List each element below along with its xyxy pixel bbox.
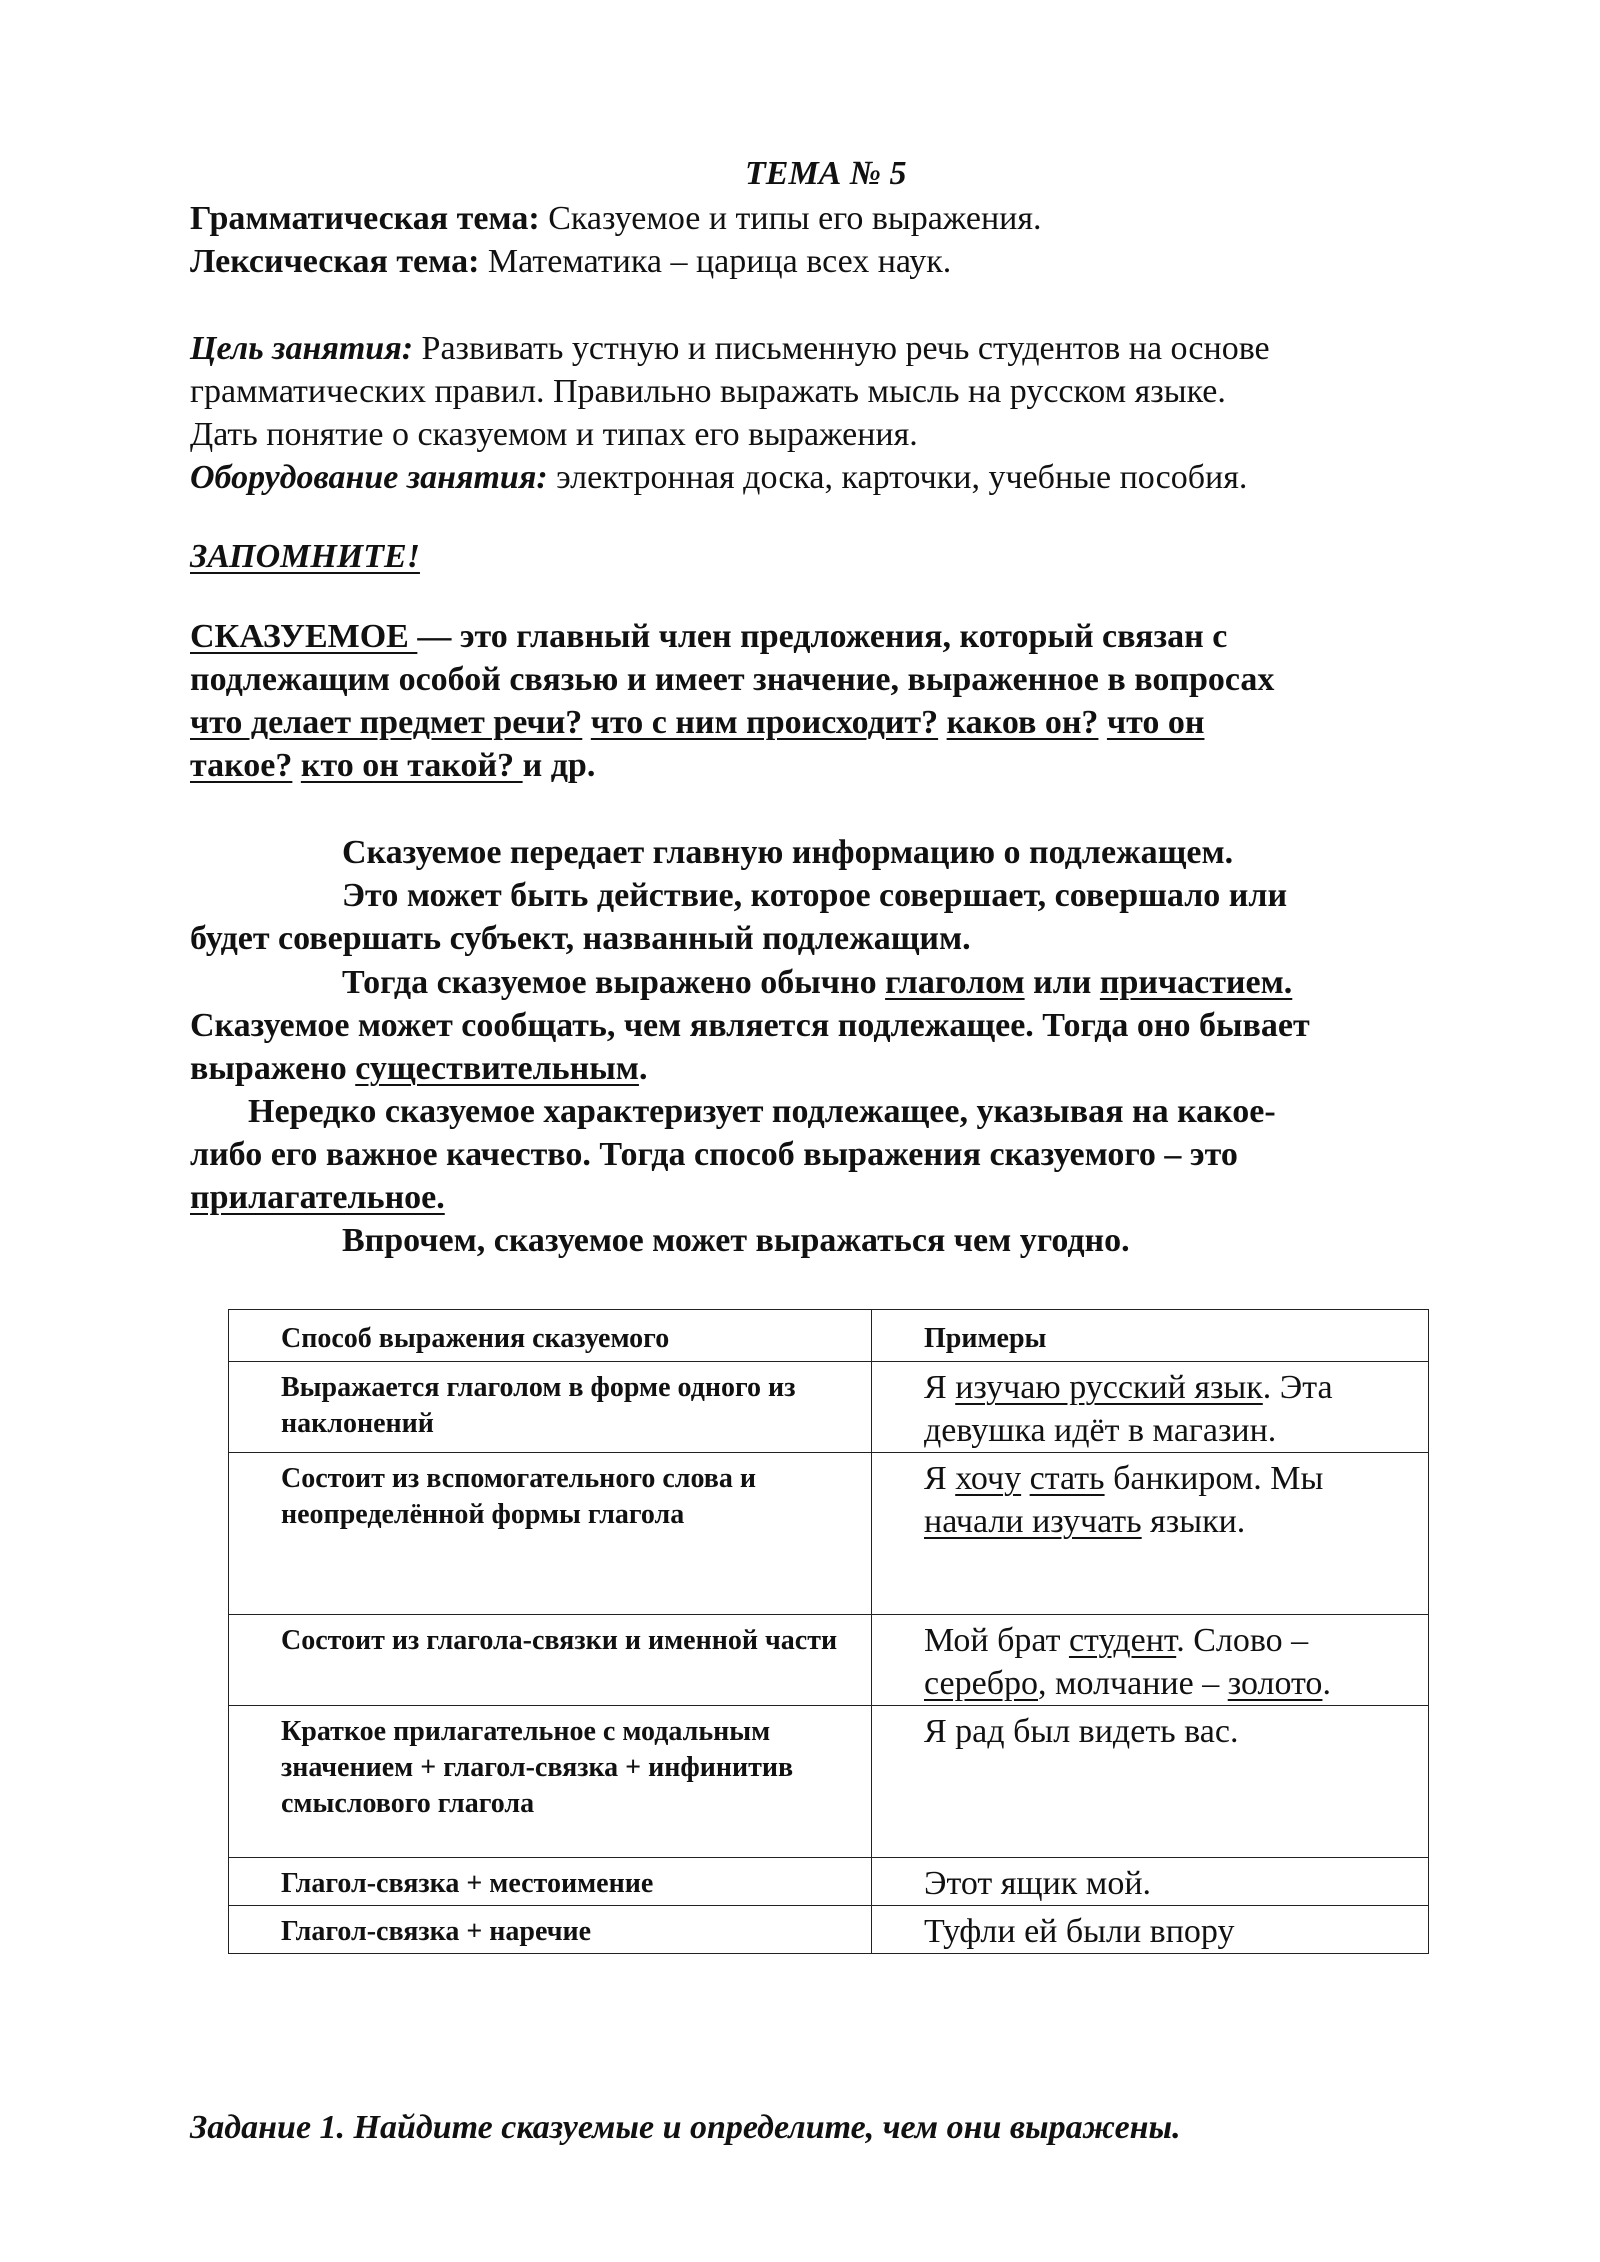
question-4a: что он — [1106, 704, 1205, 741]
body-p5-line2: либо его важное качество. Тогда способ выражения сказуемого – это — [190, 1136, 1238, 1173]
example-text — [1021, 1460, 1030, 1497]
example-predicate: серебро — [924, 1665, 1038, 1702]
grammar-topic-value: Сказуемое и типы его выражения. — [539, 200, 1042, 237]
definition-line-3 — [190, 701, 1204, 745]
goal-line-2: грамматических правил. Правильно выражать мысль на русском языке. — [190, 373, 1226, 410]
grammar-topic — [190, 197, 1041, 241]
table-row — [229, 1453, 1429, 1615]
body-p1: Сказуемое передает главную информацию о подлежащем. — [342, 834, 1234, 871]
table-header-row — [229, 1310, 1429, 1362]
predicate-type-cell: Краткое прилагательное с модальным значением + глагол-связка + инфинитив смыслового глагола — [229, 1706, 872, 1858]
body-p3-mid: или — [1024, 964, 1100, 1001]
example-text: банкиром. Мы — [1104, 1460, 1324, 1497]
question-3: каков он? — [946, 704, 1099, 741]
body-p4-line1: Сказуемое может сообщать, чем является подлежащее. Тогда оно бывает — [190, 1007, 1310, 1044]
definition-line-4 — [190, 744, 595, 788]
lexical-topic — [190, 240, 951, 284]
example-text: Туфли ей были впору — [924, 1913, 1235, 1950]
example-text: Я — [924, 1369, 956, 1406]
example-cell — [872, 1906, 1429, 1954]
grammar-topic-label: Грамматическая тема: — [190, 200, 540, 237]
definition-term: СКАЗУЕМОЕ — [190, 618, 418, 655]
definition-text-1: — это главный член предложения, который связан с — [417, 618, 1228, 655]
table-row — [229, 1906, 1429, 1954]
body-p5-line1: Нередко сказуемое характеризует подлежащее, указывая на какое- — [248, 1093, 1276, 1130]
example-cell — [872, 1362, 1429, 1453]
table-row — [229, 1706, 1429, 1858]
body-p4-line2 — [190, 1047, 647, 1091]
equipment-line — [190, 456, 1247, 500]
definition-tail: и др. — [522, 747, 596, 784]
question-2: что с ним происходит? — [590, 704, 939, 741]
example-text: . — [1322, 1665, 1331, 1702]
goal-text-1: Развивать устную и письменную речь студентов на основе — [413, 330, 1270, 367]
example-text: . Эта девушка идёт в магазин. — [924, 1369, 1333, 1449]
predicate-type-cell: Глагол-связка + местоимение — [229, 1858, 872, 1906]
equipment-value: электронная доска, карточки, учебные пособия. — [547, 459, 1248, 496]
table-header-type: Способ выражения сказуемого — [229, 1310, 872, 1362]
table-body — [229, 1362, 1429, 1954]
body-p3 — [342, 961, 1292, 1005]
goal-label: Цель занятия: — [190, 330, 414, 367]
equipment-label: Оборудование занятия: — [190, 459, 548, 496]
example-predicate: студент — [1068, 1622, 1177, 1659]
table-row — [229, 1615, 1429, 1706]
example-text: Я рад был видеть вас. — [924, 1713, 1239, 1750]
question-5: кто он такой? — [300, 747, 523, 784]
task-heading: Задание 1. Найдите сказуемые и определите, чем они выражены. — [190, 2109, 1181, 2146]
example-cell — [872, 1706, 1429, 1858]
predicate-type-cell: Состоит из вспомогательного слова и неопределённой формы глагола — [229, 1453, 872, 1615]
example-text: Этот ящик мой. — [924, 1865, 1152, 1902]
body-p2-line1: Это может быть действие, которое совершает, совершало или — [342, 877, 1288, 914]
example-predicate: стать — [1029, 1460, 1105, 1497]
example-cell — [872, 1858, 1429, 1906]
predicate-type-cell: Глагол-связка + наречие — [229, 1906, 872, 1954]
predicate-type-cell: Выражается глаголом в форме одного из наклонений — [229, 1362, 872, 1453]
example-predicate: золото — [1227, 1665, 1323, 1702]
example-cell — [872, 1453, 1429, 1615]
predicate-types-table — [228, 1309, 1429, 1954]
goal-line-3: Дать понятие о сказуемом и типах его выражения. — [190, 416, 918, 453]
body-p4-pre: выражено — [190, 1050, 356, 1087]
example-text: Мой брат — [924, 1622, 1069, 1659]
body-p6: Впрочем, сказуемое может выражаться чем угодно. — [342, 1222, 1130, 1259]
body-p3-participle: причастием. — [1099, 964, 1293, 1001]
example-text: Я — [924, 1460, 956, 1497]
example-text: , молчание – — [1038, 1665, 1228, 1702]
example-text: языки. — [1141, 1503, 1246, 1540]
remember-heading: ЗАПОМНИТЕ! — [190, 538, 420, 575]
example-cell — [872, 1615, 1429, 1706]
body-p2-line2: будет совершать субъект, названный подлежащим. — [190, 920, 971, 957]
lexical-topic-label: Лексическая тема: — [190, 243, 480, 280]
question-1: что делает предмет речи? — [190, 704, 583, 741]
example-predicate: начали изучать — [924, 1503, 1142, 1540]
table-row — [229, 1362, 1429, 1453]
definition-line-1 — [190, 615, 1227, 659]
question-4b: такое? — [190, 747, 293, 784]
body-p5-adjective: прилагательное. — [190, 1179, 445, 1216]
lexical-topic-value: Математика – царица всех наук. — [479, 243, 952, 280]
body-p4-noun: существительным — [355, 1050, 639, 1087]
body-p4-end: . — [638, 1050, 648, 1087]
example-text: . Слово – — [1176, 1622, 1309, 1659]
body-p3-verb: глаголом — [885, 964, 1025, 1001]
predicate-type-cell: Состоит из глагола-связки и именной части — [229, 1615, 872, 1706]
example-predicate: хочу — [955, 1460, 1022, 1497]
example-predicate: изучаю русский язык — [955, 1369, 1263, 1406]
body-p3-pre: Тогда сказуемое выражено обычно — [342, 964, 886, 1001]
goal-line-1 — [190, 327, 1270, 371]
table-header-examples: Примеры — [872, 1310, 1429, 1362]
table-row — [229, 1858, 1429, 1906]
definition-line-2: подлежащим особой связью и имеет значение, выраженное в вопросах — [190, 661, 1275, 698]
page-title: ТЕМА № 5 — [745, 155, 907, 192]
